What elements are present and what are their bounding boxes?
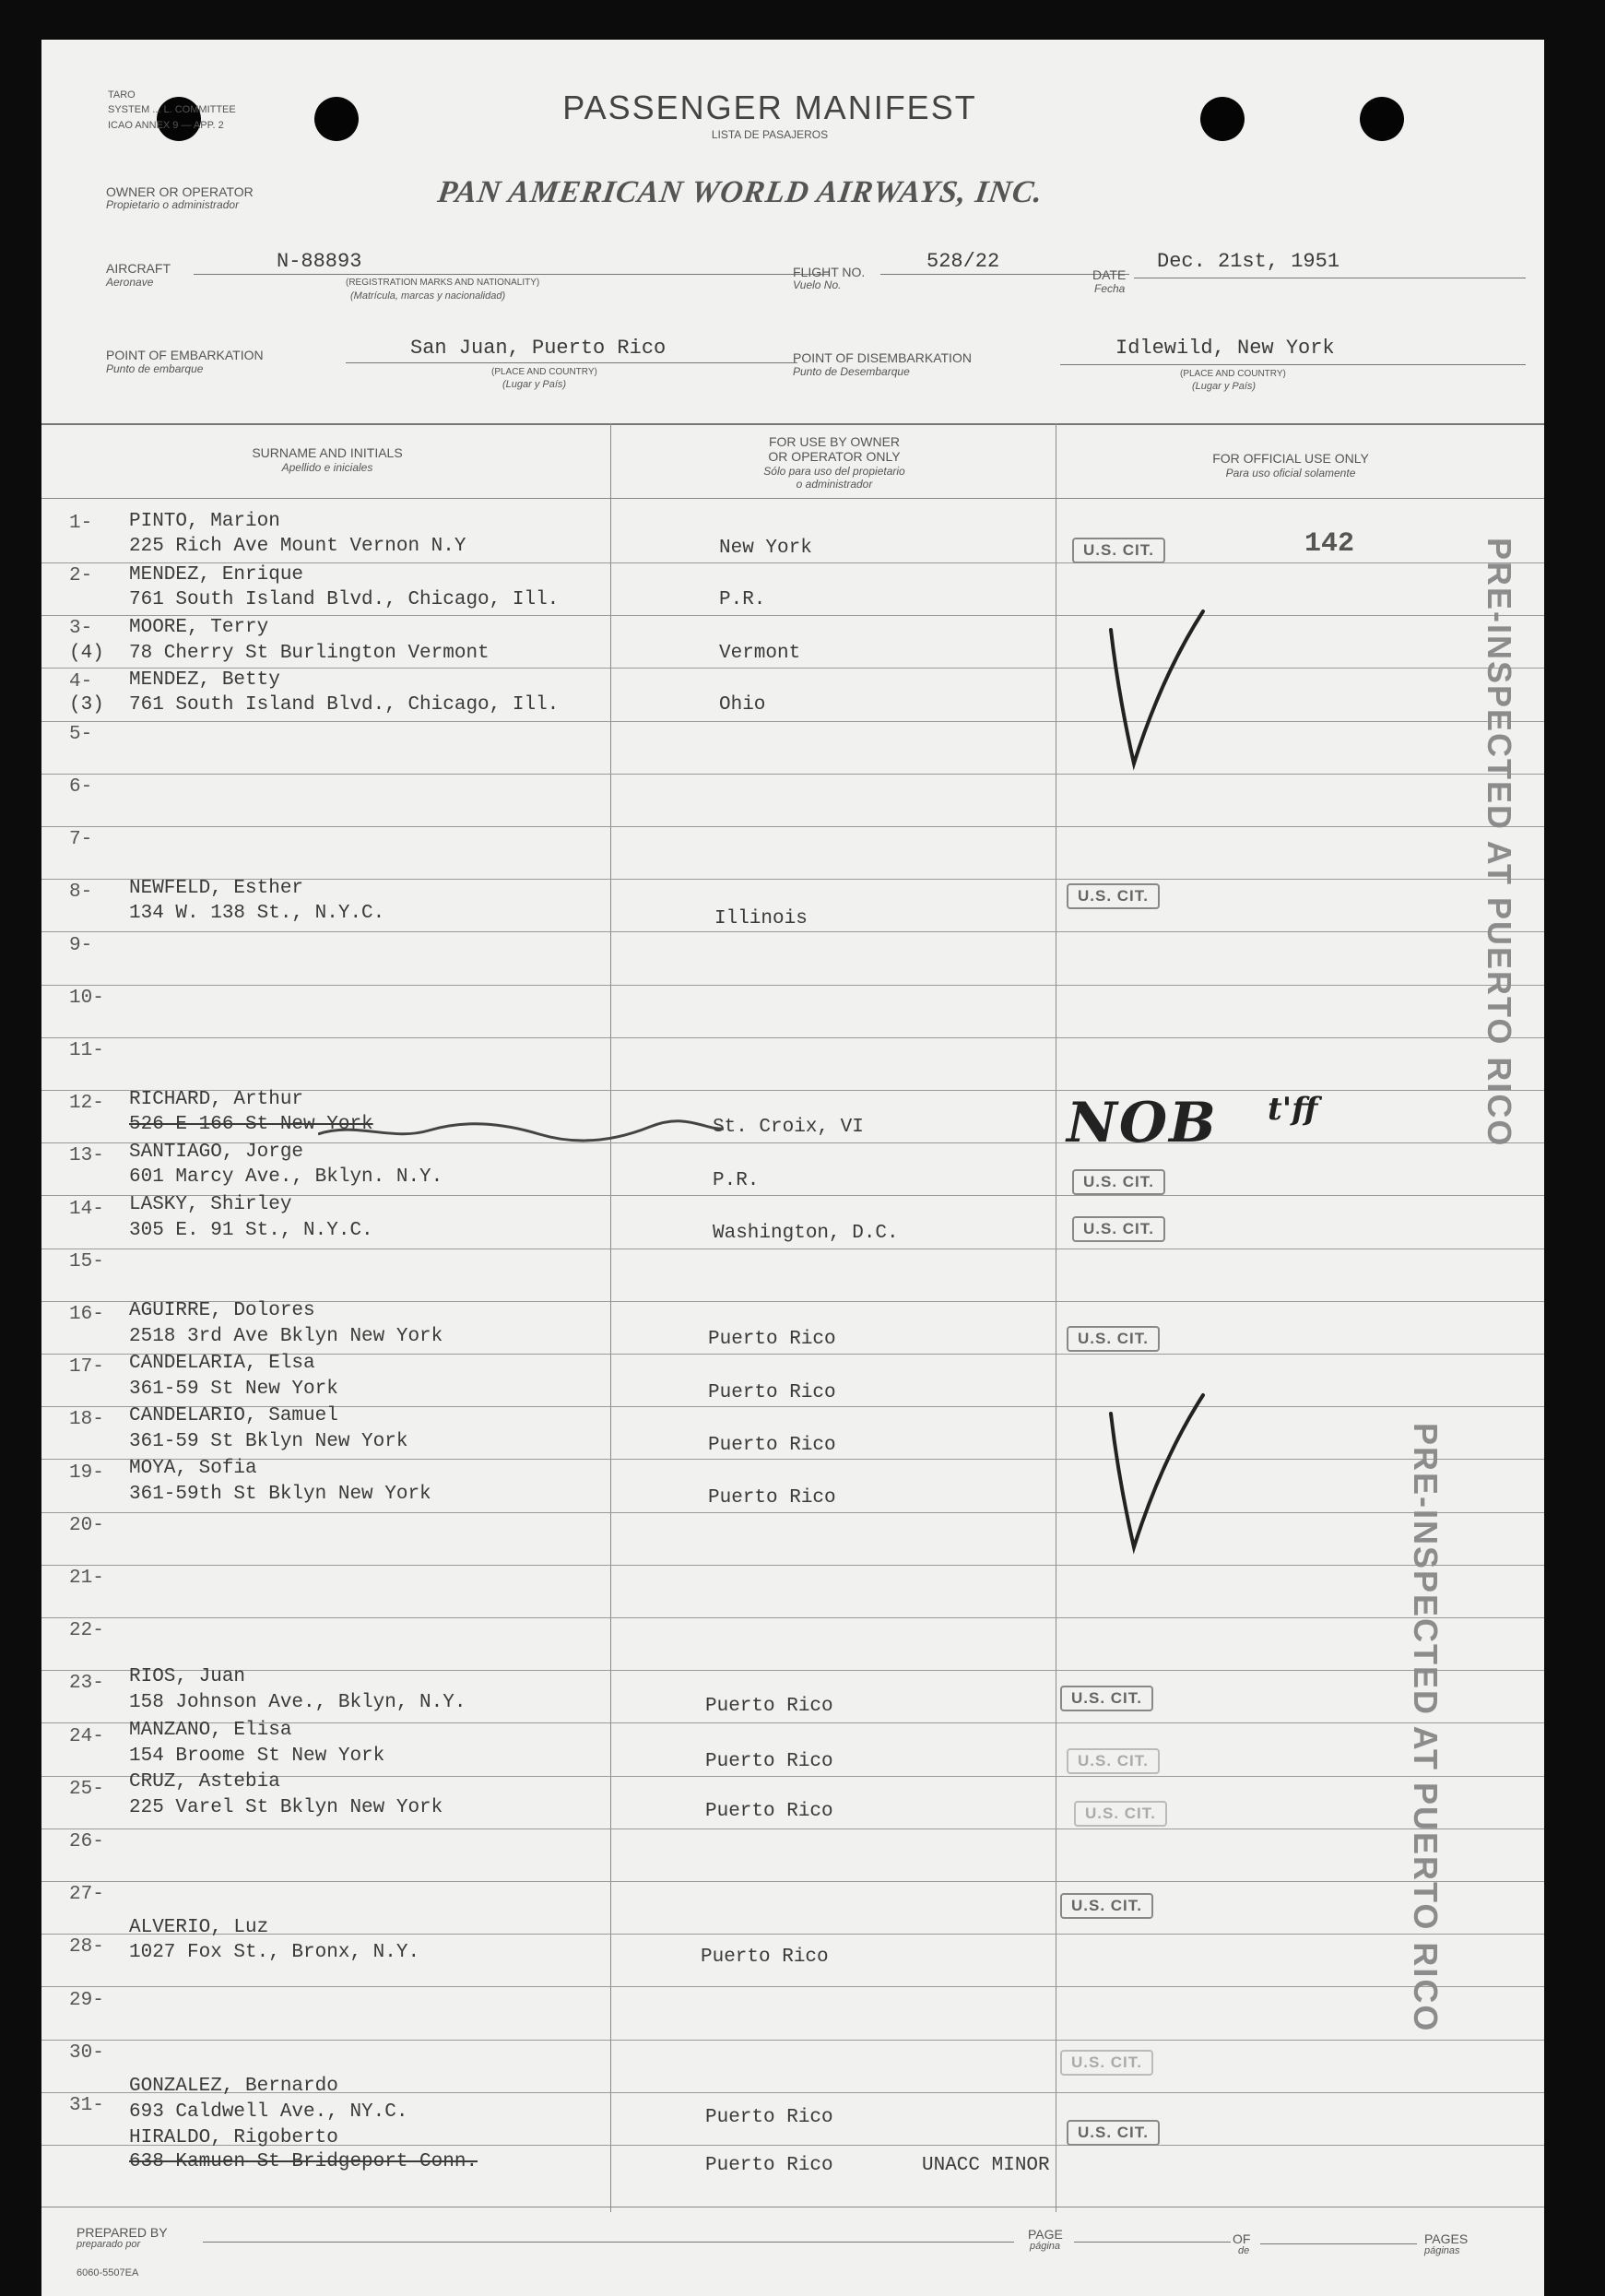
passenger-name: MOORE, Terry (129, 617, 269, 638)
row-rule (41, 1986, 1544, 1987)
passenger-owner-note: Illinois (714, 908, 808, 929)
flight-label-es: Vuelo No. (793, 278, 842, 291)
us-citizen-stamp: U.S. CIT. (1067, 2120, 1160, 2146)
owner-header-es-2: o administrador (796, 478, 873, 491)
passenger-name: HIRALDO, Rigoberto (129, 2127, 338, 2148)
passenger-address: 78 Cherry St Burlington Vermont (129, 643, 490, 664)
form-ref-2: SYSTEM ... L. COMMITTEE (108, 104, 236, 115)
nob-handwriting: NOB (1067, 1091, 1218, 1155)
flight-label: FLIGHT NO. (793, 265, 866, 279)
row-number: 31- (69, 2095, 104, 2116)
row-number: 5- (69, 724, 93, 745)
form-code: 6060-5507EA (77, 2267, 139, 2278)
row-number: 13- (69, 1145, 104, 1166)
row-number: 21- (69, 1568, 104, 1589)
disembark-value: Idlewild, New York (1115, 337, 1335, 360)
pre-inspected-stamp: PRE-INSPECTED AT PUERTO RICO (1481, 538, 1518, 1148)
passenger-name: ALVERIO, Luz (129, 1917, 269, 1938)
check-mark-1 (1102, 593, 1212, 777)
passenger-address: 2518 3rd Ave Bklyn New York (129, 1326, 443, 1347)
row-rule (41, 562, 1544, 563)
page-title: PASSENGER MANIFEST (562, 89, 977, 126)
margin-mark: (4) (69, 643, 104, 664)
passenger-name: NEWFELD, Esther (129, 878, 304, 899)
operator-name: PAN AMERICAN WORLD AIRWAYS, INC. (435, 175, 1045, 209)
unaccompanied-minor-note: UNACC MINOR (922, 2155, 1050, 2176)
row-rule (41, 985, 1544, 986)
page-subtitle: LISTA DE PASAJEROS (711, 128, 829, 141)
of-label-es: de (1238, 2245, 1250, 2256)
passenger-name: MENDEZ, Betty (129, 669, 280, 691)
us-citizen-stamp: U.S. CIT. (1072, 1216, 1165, 1242)
us-citizen-stamp: U.S. CIT. (1060, 2050, 1153, 2076)
embark-line (346, 362, 797, 363)
check-mark-2 (1102, 1377, 1212, 1561)
page-label-es: página (1030, 2241, 1061, 2252)
row-number: 29- (69, 1990, 104, 2011)
column-divider-1 (610, 423, 611, 2212)
passenger-owner-note: Puerto Rico (708, 1487, 836, 1509)
row-number: 24- (69, 1726, 104, 1747)
row-number: 30- (69, 2042, 104, 2064)
row-number: 28- (69, 1936, 104, 1958)
strike-squiggle (318, 1114, 724, 1151)
table-top-rule (41, 423, 1544, 425)
passenger-address: 305 E. 91 St., N.Y.C. (129, 1220, 373, 1241)
date-label-es: Fecha (1094, 282, 1126, 295)
owner-label-es: Propietario o administrador (106, 198, 240, 211)
passenger-name: GONZALEZ, Bernardo (129, 2076, 338, 2097)
date-value: Dec. 21st, 1951 (1157, 250, 1340, 273)
row-number: 9- (69, 935, 93, 956)
passenger-name: CRUZ, Astebia (129, 1771, 280, 1793)
of-label: OF (1233, 2231, 1251, 2246)
row-number: 1- (69, 513, 93, 534)
row-rule (41, 1565, 1544, 1566)
disembark-place-note: (PLACE AND COUNTRY) (1180, 369, 1286, 379)
owner-header-2: OR OPERATOR ONLY (768, 449, 901, 464)
passenger-name: RICHARD, Arthur (129, 1089, 304, 1110)
passenger-owner-note: Vermont (719, 643, 801, 664)
passenger-owner-note: P.R. (719, 589, 766, 610)
embark-value: San Juan, Puerto Rico (410, 337, 667, 360)
row-number: 18- (69, 1409, 104, 1430)
passenger-owner-note: Puerto Rico (708, 1435, 836, 1456)
row-number: 11- (69, 1040, 104, 1061)
nob-suffix-handwriting: t'ff (1268, 1091, 1318, 1128)
row-number: 26- (69, 1831, 104, 1852)
passenger-address: 526 E 166 St New York (129, 1114, 373, 1135)
row-number: 2- (69, 565, 93, 586)
passenger-address: 134 W. 138 St., N.Y.C. (129, 903, 385, 924)
passenger-address: 225 Varel St Bklyn New York (129, 1797, 443, 1818)
date-label: DATE (1092, 267, 1127, 282)
row-number: 14- (69, 1199, 104, 1220)
embark-label-es: Punto de embarque (106, 362, 204, 375)
us-citizen-stamp: U.S. CIT. (1067, 883, 1160, 909)
row-number: 23- (69, 1673, 104, 1694)
row-number: 20- (69, 1515, 104, 1536)
passenger-owner-note: Puerto Rico (708, 1382, 836, 1403)
row-number: 6- (69, 776, 93, 798)
passenger-owner-note: Puerto Rico (705, 1801, 833, 1822)
passenger-owner-note: Puerto Rico (705, 1696, 833, 1717)
header-bottom-rule (41, 498, 1544, 499)
row-number: 22- (69, 1620, 104, 1641)
owner-header-1: FOR USE BY OWNER (768, 434, 901, 449)
passenger-owner-note: Puerto Rico (705, 2107, 833, 2128)
aircraft-label-es: Aeronave (106, 276, 154, 289)
official-header: FOR OFFICIAL USE ONLY (1212, 451, 1369, 466)
row-number: 8- (69, 882, 93, 903)
passenger-owner-note: Puerto Rico (705, 2155, 833, 2176)
row-number: 19- (69, 1462, 104, 1484)
row-rule (41, 774, 1544, 775)
row-rule (41, 1881, 1544, 1882)
of-line (1260, 2243, 1417, 2244)
prepared-by-line (203, 2242, 1014, 2243)
passenger-address: 158 Johnson Ave., Bklyn, N.Y. (129, 1692, 466, 1713)
passenger-address: 361-59th St Bklyn New York (129, 1484, 431, 1505)
row-number: 17- (69, 1356, 104, 1378)
passenger-name: PINTO, Marion (129, 511, 280, 532)
row-rule (41, 1512, 1544, 1513)
row-rule (41, 1670, 1544, 1671)
passenger-address: 693 Caldwell Ave., NY.C. (129, 2101, 408, 2123)
pre-inspected-stamp: PRE-INSPECTED AT PUERTO RICO (1407, 1423, 1445, 2033)
us-citizen-stamp: U.S. CIT. (1072, 538, 1165, 563)
passenger-owner-note: Puerto Rico (705, 1751, 833, 1772)
passenger-name: MENDEZ, Enrique (129, 564, 304, 586)
passenger-address: 154 Broome St New York (129, 1746, 385, 1767)
embark-label: POINT OF EMBARKATION (106, 348, 264, 362)
passenger-owner-note: P.R. (713, 1170, 760, 1191)
surname-header-es: Apellido e iniciales (281, 461, 373, 474)
row-rule (41, 1617, 1544, 1618)
aircraft-label: AIRCRAFT (106, 261, 171, 276)
passenger-address: 761 South Island Blvd., Chicago, Ill. (129, 694, 560, 716)
row-rule (41, 2040, 1544, 2041)
row-number: 12- (69, 1093, 104, 1114)
punch-hole-3 (1200, 97, 1245, 141)
pages-label-es: páginas (1424, 2245, 1460, 2256)
row-number: 25- (69, 1779, 104, 1800)
passenger-address: 601 Marcy Ave., Bklyn. N.Y. (129, 1166, 443, 1188)
page-line (1074, 2242, 1231, 2243)
row-rule (41, 721, 1544, 722)
passenger-owner-note: St. Croix, VI (713, 1117, 864, 1138)
official-count: 142 (1304, 528, 1355, 560)
punch-hole-4 (1360, 97, 1404, 141)
passenger-name: AGUIRRE, Dolores (129, 1300, 315, 1321)
us-citizen-stamp: U.S. CIT. (1072, 1169, 1165, 1195)
row-rule (41, 615, 1544, 616)
aircraft-value: N-88893 (277, 250, 362, 273)
us-citizen-stamp: U.S. CIT. (1060, 1686, 1153, 1711)
passenger-name: SANTIAGO, Jorge (129, 1142, 304, 1163)
owner-label: OWNER OR OPERATOR (106, 184, 254, 199)
embark-place-note: (PLACE AND COUNTRY) (491, 367, 597, 377)
passenger-owner-note: Washington, D.C. (713, 1223, 899, 1244)
passenger-name: CANDELARIO, Samuel (129, 1405, 338, 1426)
passenger-owner-note: Ohio (719, 694, 766, 716)
passenger-address: 361-59 St Bklyn New York (129, 1431, 408, 1452)
surname-header: SURNAME AND INITIALS (252, 445, 403, 460)
flight-value: 528/22 (926, 250, 1000, 273)
us-citizen-stamp: U.S. CIT. (1074, 1801, 1167, 1827)
row-rule (41, 931, 1544, 932)
passenger-owner-note: New York (719, 538, 812, 559)
passenger-address: 225 Rich Ave Mount Vernon N.Y (129, 536, 466, 557)
passenger-owner-note: Puerto Rico (708, 1329, 836, 1350)
aircraft-line (194, 274, 830, 275)
disembark-place-note-es: (Lugar y País) (1192, 381, 1257, 392)
passenger-name: MOYA, Sofia (129, 1458, 257, 1479)
passenger-address: 761 South Island Blvd., Chicago, Ill. (129, 589, 560, 610)
us-citizen-stamp: U.S. CIT. (1067, 1748, 1160, 1774)
prepared-by-label: PREPARED BY (77, 2225, 168, 2240)
passenger-address: 638 Kamuen St Bridgeport Conn. (129, 2151, 478, 2172)
us-citizen-stamp: U.S. CIT. (1067, 1326, 1160, 1352)
row-rule (41, 1459, 1544, 1460)
row-number: 7- (69, 829, 93, 850)
prepared-by-label-es: preparado por (77, 2239, 141, 2250)
form-ref-3: ICAO ANNEX 9 — APP. 2 (108, 120, 224, 131)
row-number: 3- (69, 618, 93, 639)
row-number: 10- (69, 988, 104, 1009)
registration-note: (REGISTRATION MARKS AND NATIONALITY) (346, 278, 540, 288)
row-number: 16- (69, 1304, 104, 1325)
page-label: PAGE (1028, 2227, 1063, 2242)
margin-mark: (3) (69, 694, 104, 716)
form-ref-1: TARO (108, 89, 136, 101)
row-number: 27- (69, 1884, 104, 1905)
passenger-name: LASKY, Shirley (129, 1194, 292, 1215)
row-rule (41, 668, 1544, 669)
passenger-owner-note: Puerto Rico (701, 1947, 829, 1968)
manifest-sheet (41, 40, 1544, 2296)
passenger-name: CANDELARIA, Elsa (129, 1353, 315, 1374)
row-rule (41, 1037, 1544, 1038)
passenger-name: RIOS, Juan (129, 1666, 246, 1687)
passenger-address: 1027 Fox St., Bronx, N.Y. (129, 1942, 420, 1963)
row-number: 15- (69, 1251, 104, 1272)
embark-place-note-es: (Lugar y País) (502, 379, 567, 390)
punch-hole-2 (314, 97, 359, 141)
disembark-label-es: Punto de Desembarque (793, 365, 910, 378)
official-header-es: Para uso oficial solamente (1225, 467, 1356, 479)
registration-note-es: (Matrícula, marcas y nacionalidad) (350, 290, 506, 302)
disembark-label: POINT OF DISEMBARKATION (793, 350, 972, 365)
owner-header-es-1: Sólo para uso del propietario (763, 465, 905, 478)
row-rule (41, 826, 1544, 827)
passenger-name: MANZANO, Elisa (129, 1720, 292, 1741)
us-citizen-stamp: U.S. CIT. (1060, 1893, 1153, 1919)
pages-label: PAGES (1424, 2231, 1469, 2246)
disembark-line (1060, 364, 1526, 365)
row-number: 4- (69, 671, 93, 692)
passenger-address: 361-59 St New York (129, 1379, 338, 1400)
